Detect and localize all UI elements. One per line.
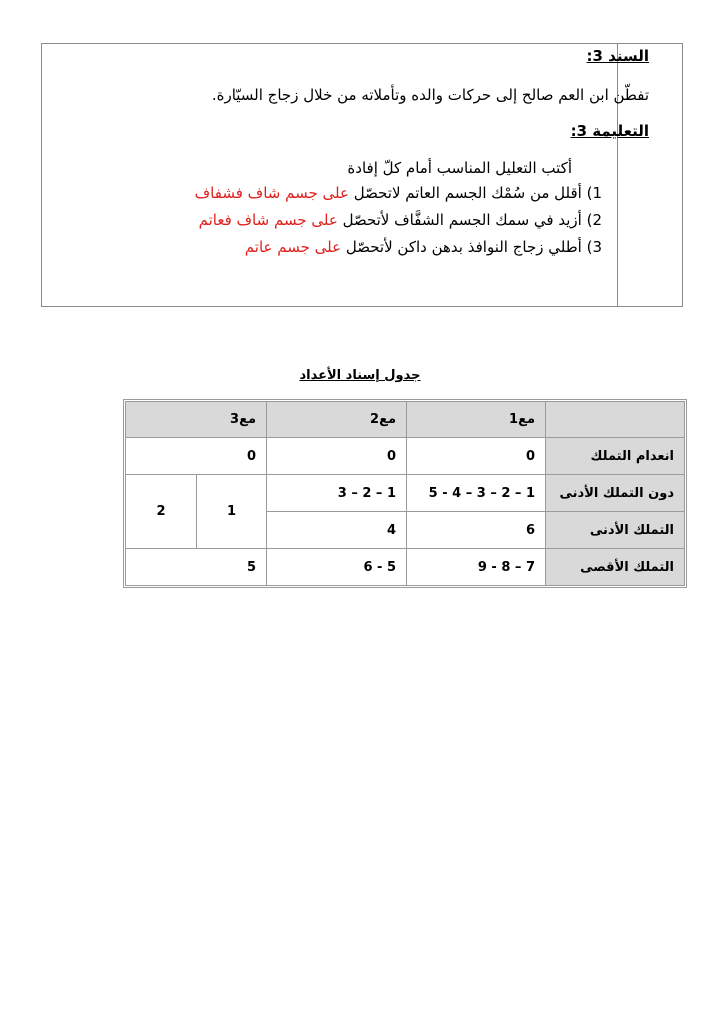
cell-maximum-c3: 5 (126, 549, 267, 586)
table-row (126, 475, 685, 512)
row-label-absence: انعدام التملك (546, 438, 685, 475)
row-label-below: دون التملك الأدنى (546, 475, 685, 512)
header-criterion-3: مع3 (126, 402, 267, 438)
item-2-text: 2) أزيد في سمك الجسم الشفَّاف لأتحصّل (342, 211, 602, 229)
table-row (126, 438, 685, 475)
table-header-row (126, 402, 685, 438)
item-3-answer: على جسم عاتم (244, 238, 342, 256)
table-row (126, 549, 685, 586)
item-2-answer: على جسم شاف فعاتم (198, 211, 338, 229)
header-criterion-2: مع2 (267, 402, 407, 438)
cell-absence-c1: 0 (407, 438, 546, 475)
cell-below-c1: 1 – 2 – 3 – 4 - 5 (407, 475, 546, 512)
cell-below-c3a: 1 (197, 475, 267, 549)
cell-minimum-c1: 6 (407, 512, 546, 549)
grading-table (125, 401, 685, 586)
cell-maximum-c2: 5 - 6 (267, 549, 407, 586)
item-1-answer: على جسم شاف فشفاف (194, 184, 349, 202)
header-empty-cell (546, 402, 685, 438)
cell-minimum-c2: 4 (267, 512, 407, 549)
support-heading: السند 3: (586, 47, 649, 65)
frame-side-column (617, 44, 618, 306)
support-text: تفطّن ابن العم صالح إلى حركات والده وتأملاته من خلال زجاج السيّارة. (211, 86, 649, 104)
item-1 (195, 184, 602, 202)
cell-below-c3b: 2 (126, 475, 197, 549)
item-1-text: 1) أقلل من سُمْك الجسم العاتم لاتحصّل (353, 184, 602, 202)
cell-absence-c3: 0 (126, 438, 267, 475)
instruction-text: أكتب التعليل المناسب أمام كلّ إفادة (347, 159, 572, 177)
row-label-minimum: التملك الأدنى (546, 512, 685, 549)
instruction-heading: التعليمة 3: (570, 122, 649, 140)
item-2 (199, 211, 602, 229)
table-title: جدول إسناد الأعداد (299, 368, 421, 383)
cell-below-c2: 1 – 2 – 3 (267, 475, 407, 512)
item-3 (245, 238, 602, 256)
cell-absence-c2: 0 (267, 438, 407, 475)
row-label-maximum: التملك الأقصى (546, 549, 685, 586)
header-criterion-1: مع1 (407, 402, 546, 438)
cell-maximum-c1: 7 – 8 - 9 (407, 549, 546, 586)
item-3-text: 3) أطلي زجاج النوافذ بدهن داكن لأتحصّل (345, 238, 602, 256)
